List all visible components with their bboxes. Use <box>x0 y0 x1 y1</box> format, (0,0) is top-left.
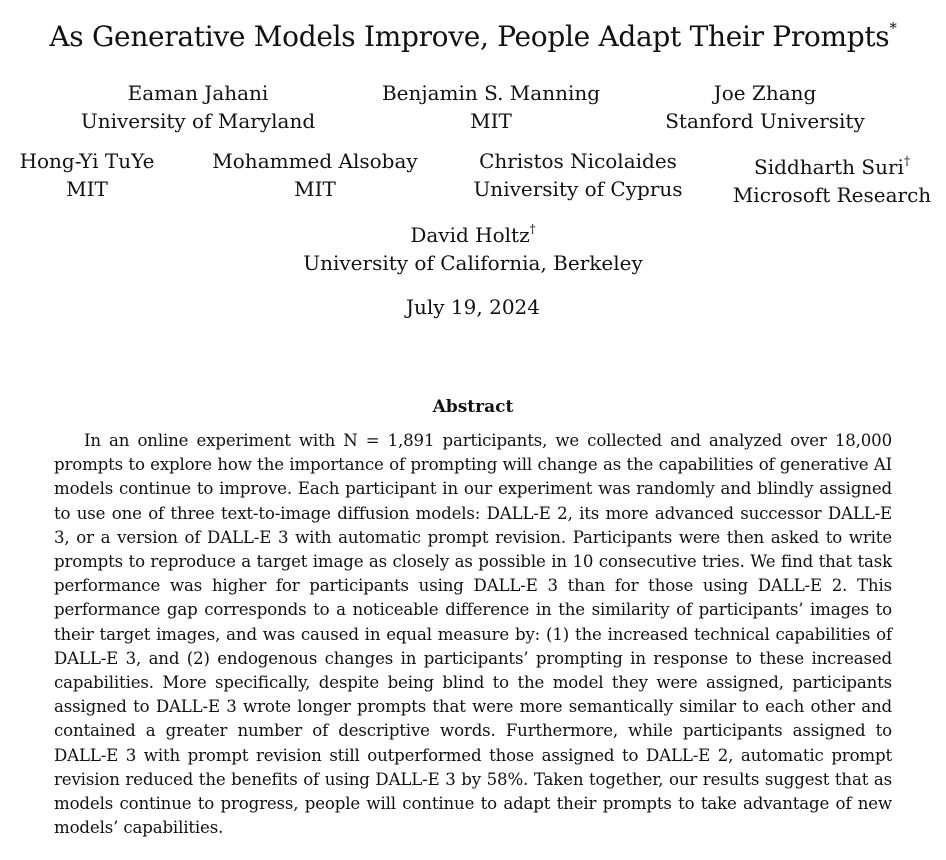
author-name: Eaman Jahani <box>127 81 269 105</box>
author-footnote-mark: † <box>529 222 536 236</box>
author-block <box>81 79 315 135</box>
author-affiliation: MIT <box>470 109 512 133</box>
author-name: Christos Nicolaides <box>479 149 677 173</box>
author-affiliation: University of Cyprus <box>473 177 683 201</box>
author-block <box>665 79 865 135</box>
author-block <box>303 215 643 277</box>
author-name: Mohammed Alsobay <box>212 149 418 173</box>
title-footnote-mark: * <box>889 19 897 37</box>
author-affiliation: University of California, Berkeley <box>303 251 643 275</box>
author-block <box>473 147 682 203</box>
author-affiliation: Stanford University <box>665 109 865 133</box>
author-footnote-mark: † <box>903 154 910 168</box>
abstract-heading: Abstract <box>432 397 514 417</box>
author-name: David Holtz† <box>410 222 536 247</box>
author-block <box>733 147 931 209</box>
title-text: As Generative Models Improve, People Adapt Their Prompts <box>49 20 890 53</box>
author-affiliation: MIT <box>294 177 336 201</box>
abstract-text: In an online experiment with N = 1,891 participants, we collected and analyzed over 18,000 prompts to explore how the importance of prompting will change as the capabilities of generative AI models continue to improve. Each participant in our experiment was randomly and blindly assigned to use one of three text-to-image diffusion models: DALL-E 2, its more advanced successor DALL-E 3, or a version of DALL-E 3 with automatic prompt revision. Participants were then asked to write prompts to reproduce a target image as closely as possible in 10 consecutive tries. We find that task performance was higher for participants using DALL-E 3 than for those using DALL-E 2. This performance gap corresponds to a noticeable difference in the similarity of participants’ images to their target images, and was caused in equal measure by: (1) the increased technical capabilities of DALL-E 3, and (2) endogenous changes in participants’ prompting in response to these increased capabilities. More specifically, despite being blind to the model they were assigned, participants assigned to DALL-E 3 wrote longer prompts that were more semantically similar to each other and contained a greater number of descriptive words. Furthermore, while participants assigned to DALL-E 3 with prompt revision still outperformed those assigned to DALL-E 2, automatic prompt revision reduced the benefits of using DALL-E 3 by 58%. Taken together, our results suggest that as models continue to progress, people will continue to adapt their prompts to take advantage of new models’ capabilities. <box>54 431 892 838</box>
author-name: Siddharth Suri† <box>754 154 910 179</box>
author-affiliation: University of Maryland <box>80 109 316 133</box>
author-block <box>382 79 600 135</box>
author-block <box>20 147 155 203</box>
author-affiliation: MIT <box>66 177 108 201</box>
publication-date: July 19, 2024 <box>405 295 540 319</box>
author-affiliation: Microsoft Research <box>732 183 932 207</box>
paper-title <box>0 10 946 55</box>
author-name: Benjamin S. Manning <box>381 81 601 105</box>
author-name: Joe Zhang <box>713 81 817 105</box>
author-name: Hong-Yi TuYe <box>19 149 155 173</box>
author-block <box>212 147 417 203</box>
